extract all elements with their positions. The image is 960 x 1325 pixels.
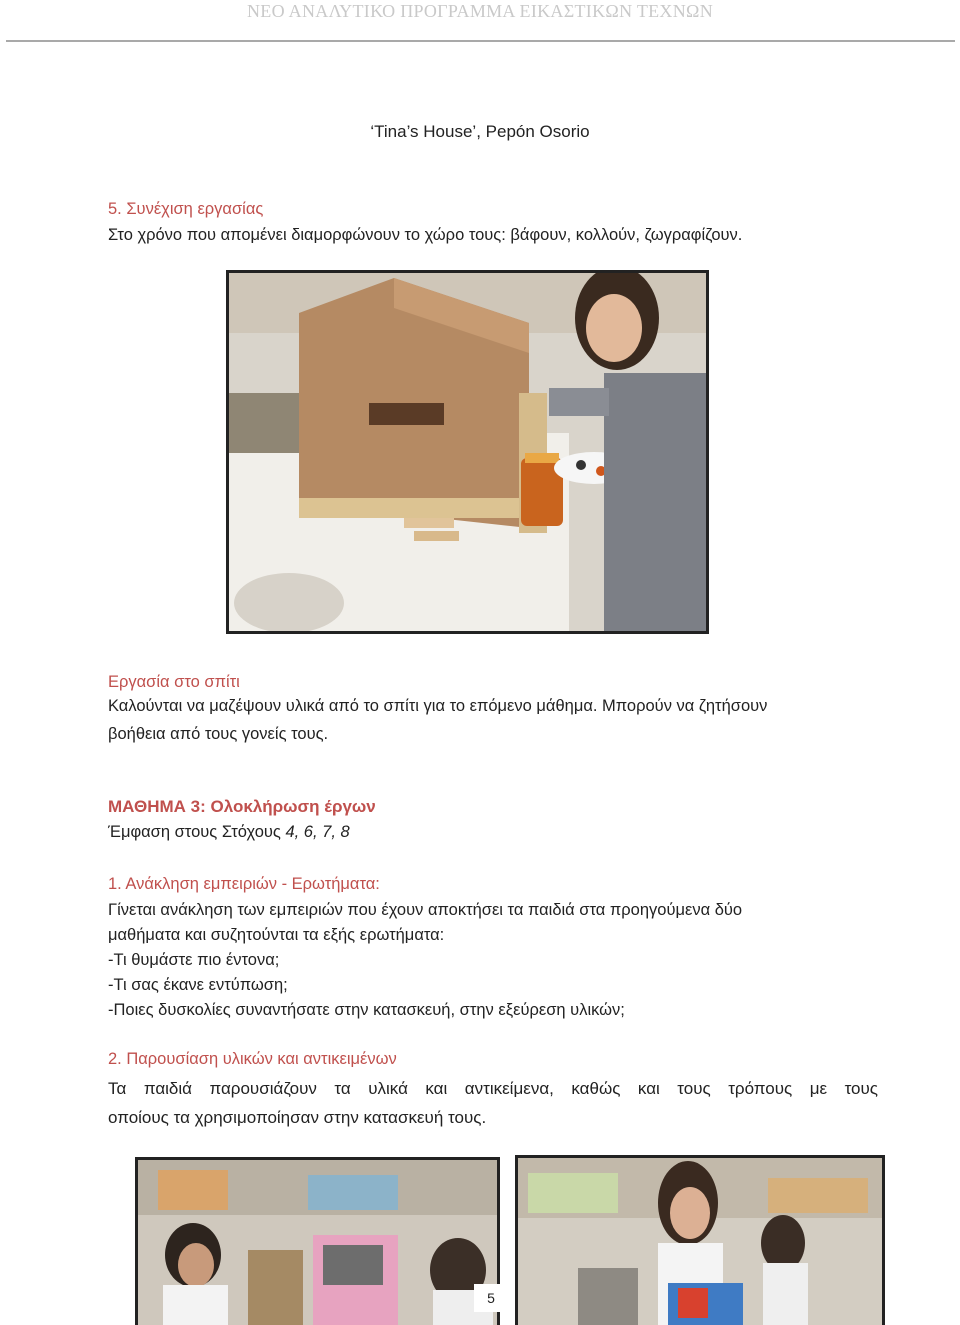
photo-presentation-left-image [138,1160,497,1325]
photo-child-painting-house [226,270,709,634]
artwork-caption: ‘Tina’s House’, Pepón Osorio [370,122,590,141]
emphasis-goal-numbers: 4, 6, 7, 8 [280,823,350,841]
photo-presentation-right-image [518,1158,882,1325]
item-1-heading: 1. Ανάκληση εμπειριών - Ερωτήματα: [108,875,380,893]
photo-presentation-right [515,1155,885,1325]
item-1-line-2: μαθήματα και συζητούνται τα εξής ερωτήματα: [108,926,445,944]
item-2-line-1 [108,1076,878,1101]
lesson-3-heading: ΜΑΘΗΜΑ 3: Ολοκλήρωση έργων [108,797,376,816]
question-2: -Τι σας έκανε εντύπωση; [108,976,288,994]
section-5-body: Στο χρόνο που απομένει διαμορφώνουν το χώρο τους: βάφουν, κολλούν, ζωγραφίζουν. [108,226,743,244]
running-header: ΝΕΟ ΑΝΑΛΥΤΙΚΟ ΠΡΟΓΡΑΜΜΑ ΕΙΚΑΣΤΙΚΩΝ ΤΕΧΝΩΝ [246,1,714,21]
emphasis-prefix: Έμφαση στους Στόχους [108,823,281,841]
item-2-heading: 2. Παρουσίαση υλικών και αντικειμένων [108,1050,397,1068]
header-divider [6,40,955,42]
photo-child-painting-house-image [229,273,706,631]
homework-line-2: βοήθεια από τους γονείς τους. [108,725,329,743]
homework-heading: Εργασία στο σπίτι [108,673,240,691]
question-3: -Ποιες δυσκολίες συναντήσατε στην κατασκευή, στην εξεύρεση υλικών; [108,1001,625,1019]
homework-line-1: Καλούνται να μαζέψουν υλικά από το σπίτι για το επόμενο μάθημα. Μπορούν να ζητήσουν [108,697,768,715]
lesson-3-emphasis [108,820,350,845]
item-2-line-2: οποίους τα χρησιμοποίησαν στην κατασκευή τους. [108,1108,487,1127]
section-5-heading: 5. Συνέχιση εργασίας [108,200,264,218]
photo-presentation-left [135,1157,500,1325]
question-1: -Τι θυμάστε πιο έντονα; [108,951,280,969]
page-number: 5 [474,1284,508,1312]
item-2-line-1-text: Τα παιδιά παρουσιάζουν τα υλικά και αντικείμενα, καθώς και τους τρόπους με τους [108,1079,878,1098]
item-1-line-1: Γίνεται ανάκληση των εμπειριών που έχουν αποκτήσει τα παιδιά στα προηγούμενα δύο [108,901,743,919]
